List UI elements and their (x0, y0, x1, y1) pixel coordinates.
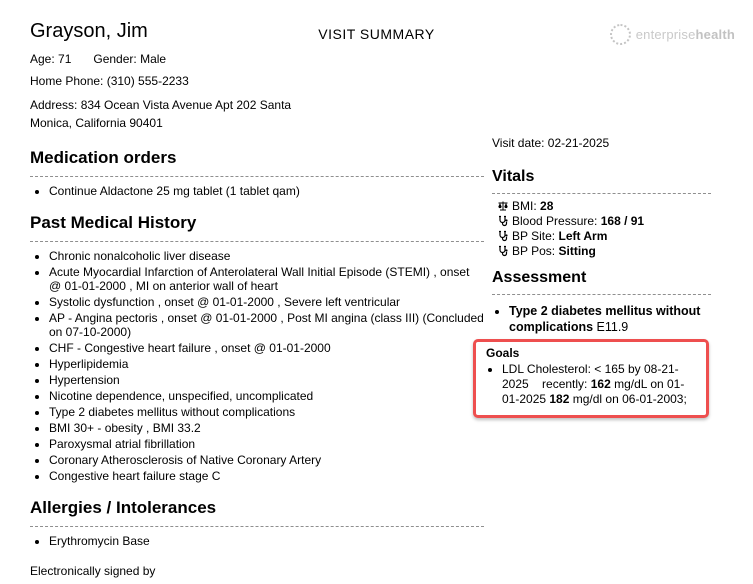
medication-item: • Continue Aldactone 25 mg tablet (1 tablet qam) (49, 184, 484, 198)
vitals-row-blood-pressure (497, 214, 711, 229)
goals-heading: Goals (486, 346, 520, 360)
pmh-item: • Acute Myocardial Infarction of Anterolateral Wall Initial Episode (STEMI) , onset @ 01-01-2000 , MI on anterior wall of heart (49, 265, 484, 293)
patient-name: Grayson, Jim (30, 20, 148, 42)
past-medical-history-list (30, 249, 484, 483)
vitals-value: 168 / 91 (600, 214, 645, 228)
pmh-item: • Systolic dysfunction , onset @ 01-01-2000 , Severe left ventricular (49, 295, 484, 309)
pmh-item: • CHF - Congestive heart failure , onset @ 01-01-2000 (49, 341, 484, 355)
medication-orders-list (30, 184, 484, 198)
pmh-item: • Coronary Atherosclerosis of Native Coronary Artery (49, 453, 484, 467)
pmh-item: • Hyperlipidemia (49, 357, 484, 371)
goal-item (502, 362, 698, 407)
vitals-value: Sitting (558, 244, 596, 258)
allergies-list (30, 534, 484, 548)
past-medical-history-heading: Past Medical History (30, 212, 484, 242)
pmh-item: • Hypertension (49, 373, 484, 387)
pmh-item: • Paroxysmal atrial fibrillation (49, 437, 484, 451)
patient-gender: Gender: Male (93, 52, 167, 66)
visit-date: Visit date: 02-21-2025 (492, 136, 610, 150)
medication-orders-heading: Medication orders (30, 147, 484, 177)
vitals-heading: Vitals (492, 167, 711, 194)
patient-header (30, 20, 320, 139)
vitals-label: Blood Pressure: (512, 214, 601, 228)
assessment-heading: Assessment (492, 268, 711, 295)
pmh-item: • Chronic nonalcoholic liver disease (49, 249, 484, 263)
allergy-item: • Erythromycin Base (49, 534, 484, 548)
vitals-label: BP Pos: (512, 244, 559, 258)
pmh-item: • Type 2 diabetes mellitus without complications (49, 405, 484, 419)
pmh-item: • BMI 30+ - obesity , BMI 33.2 (49, 421, 484, 435)
page-title: VISIT SUMMARY (318, 26, 435, 42)
patient-age-gender (30, 52, 320, 67)
scale-icon (497, 200, 509, 212)
right-column (486, 136, 711, 418)
vitals-row-bp-site (497, 229, 711, 244)
logo-text (636, 27, 735, 42)
assessment-list (492, 303, 711, 335)
stethoscope-icon (497, 215, 509, 227)
signed-by-text: Electronically signed by (30, 564, 156, 578)
logo-text-light: enterprise (635, 27, 696, 42)
goal-value: 182 (549, 392, 570, 406)
enterprise-health-logo (610, 24, 735, 45)
stethoscope-icon (497, 230, 509, 242)
goal-text: mg/dL on 01-01-2025 (502, 377, 685, 406)
logo-text-bold: health (695, 27, 735, 42)
patient-address: Address: 834 Ocean Vista Avenue Apt 202 Santa Monica, California 90401 (30, 98, 292, 130)
goals-highlight-box (473, 339, 709, 418)
vitals-value: 28 (540, 199, 554, 213)
pmh-item: • Congestive heart failure stage C (49, 469, 484, 483)
vitals-value: Left Arm (558, 229, 608, 243)
vitals-row-bmi (497, 199, 711, 214)
goal-text: mg/dl on 06-01-2003; (569, 392, 687, 406)
pmh-item: • Nicotine dependence, unspecified, uncomplicated (49, 389, 484, 403)
vitals-list (492, 199, 711, 259)
vitals-label: BP Site: (512, 229, 559, 243)
assessment-code: E11.9 (593, 320, 629, 334)
goals-list (486, 362, 698, 407)
allergies-heading: Allergies / Intolerances (30, 497, 484, 527)
assessment-diagnosis: Type 2 diabetes mellitus without complications (509, 304, 701, 334)
stethoscope-icon (497, 245, 509, 257)
logo-ring-icon (610, 24, 631, 45)
vitals-row-bp-pos (497, 244, 711, 259)
goal-text: LDL Cholesterol: < 165 by 08-21-2025 recently: (502, 362, 679, 391)
pmh-item: • AP - Angina pectoris , onset @ 01-01-2000 , Post MI angina (class III) (Concluded on 07-10-2000) (49, 311, 484, 339)
assessment-item (509, 303, 711, 335)
patient-age: Age: 71 (30, 52, 72, 66)
patient-phone: Home Phone: (310) 555-2233 (30, 74, 189, 88)
vitals-label: BMI: (512, 199, 541, 213)
goal-value: 162 (590, 377, 611, 391)
left-column (30, 147, 484, 578)
